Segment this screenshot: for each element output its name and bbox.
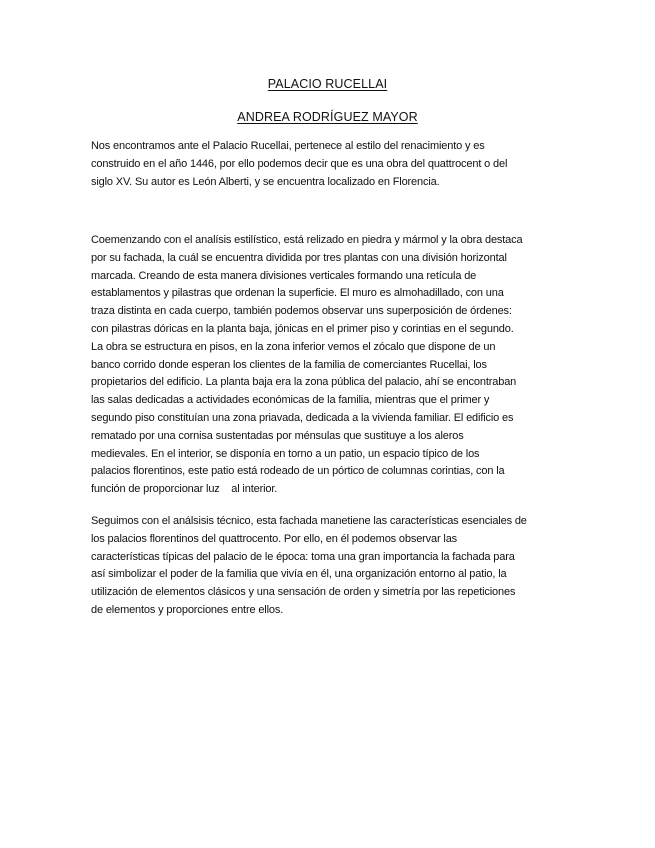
paragraph-line: Coemenzando con el analísis estilístico, está relizado en piedra y mármol y la obra destaca [91,234,523,246]
paragraph-line: medievales. En el interior, se disponía en torno a un patio, un espacio típico de los [91,447,480,460]
document-title: PALACIO RUCELLAI [267,77,388,91]
paragraph-line: las salas dedicadas a actividades económicas de la familia, mientras que el primer y [91,394,490,407]
paragraph-technical-analysis [91,513,571,620]
paragraph-line: segundo piso constituían una zona priavada, dedicada a la vivienda familiar. El edificio es [91,411,514,424]
paragraph-line: características típicas del palacio de le época: toma una gran importancia la fachada para [91,550,515,563]
paragraph-line: marcada. Creando de esta manera divisiones verticales formando una retícula de [91,269,477,282]
paragraph-line: rematado por una cornisa sustentadas por ménsulas que sustituye a los aleros [91,429,464,442]
document-author: ANDREA RODRÍGUEZ MAYOR [237,110,418,124]
paragraph-line: así simbolizar el poder de la familia que vivía en él, una organización entorno al patio, la [91,568,507,581]
paragraph-line: banco corrido donde esperan los clientes de la familia de comerciantes Rucellai, los [91,358,487,371]
paragraph-line: utilización de elementos clásicos y una sensación de orden y simetría por las repeticiones [91,586,516,599]
paragraph-line: Nos encontramos ante el Palacio Rucellai, pertenece al estilo del renacimiento y es [91,140,485,152]
paragraph-line: traza distinta en cada cuerpo, también podemos observar uns superposición de órdenes: [91,305,512,318]
paragraph-line: propietarios del edificio. La planta baja era la zona pública del palacio, ahí se encontraban [91,376,517,389]
paragraph-line: por su fachada, la cuál se encuentra dividida por tres plantas con una división horizontal [91,251,507,264]
paragraph-introduction [91,138,571,191]
paragraph-line: de elementos y proporciones entre ellos. [91,603,284,616]
paragraph-stylistic-analysis [91,232,571,499]
paragraph-line: La obra se estructura en pisos, en la zona inferior vemos el zócalo que dispone de un [91,340,496,353]
paragraph-line: establamentos y pilastras que ordenan la superficie. El muro es almohadillado, con una [91,287,504,300]
paragraph-line: construido en el año 1446, por ello podemos decir que es una obra del quattrocent o del [91,157,508,170]
paragraph-line: Seguimos con el análsisis técnico, esta fachada manetiene las características esenciales de [91,515,527,527]
paragraph-line: con pilastras dóricas en la planta baja, jónicas en el primer piso y corintias en el segundo. [91,322,514,335]
paragraph-line: palacios florentinos, este patio está rodeado de un pórtico de columnas corintias, con la [91,465,505,478]
paragraph-line: los palacios florentinos del quattrocento. Por ello, en él podemos observar las [91,532,458,545]
paragraph-line: siglo XV. Su autor es León Alberti, y se encuentra localizado en Florencia. [91,175,440,188]
paragraph-line: función de proporcionar luz al interior. [91,483,278,496]
